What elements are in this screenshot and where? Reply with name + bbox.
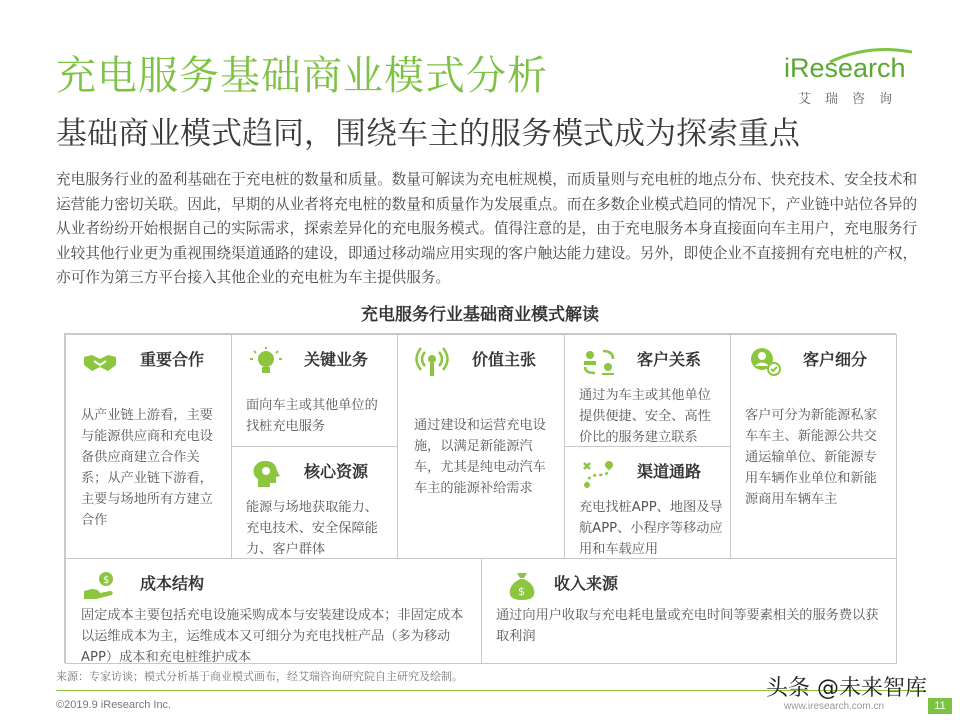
logo-brand: iResearch bbox=[784, 53, 906, 83]
relations-body: 通过为车主或其他单位提供便捷、安全、高性价比的服务建立联系 bbox=[579, 388, 711, 445]
copyright: ©2019.9 iResearch Inc. bbox=[56, 699, 172, 711]
page-title: 充电服务基础商业模式分析 bbox=[56, 53, 548, 99]
logo-swoosh-icon bbox=[828, 48, 914, 70]
user-check-icon bbox=[747, 347, 783, 377]
activities-title: 关键业务 bbox=[304, 350, 369, 369]
resources-body: 能源与场地获取能力、充电技术、安全保障能力、客户群体 bbox=[246, 500, 378, 557]
cell-channels bbox=[564, 446, 731, 559]
business-model-canvas bbox=[64, 333, 896, 663]
cell-activities bbox=[231, 334, 398, 447]
intro-paragraph: 充电服务行业的盈利基础在于充电桩的数量和质量。数量可解读为充电桩规模，而质量则与充电桩的地点分布、快充技术、安全技术和运营能力密切关联。因此，早期的从业者将充电桩的数量和质量作为发展重点。而在多数企业模式趋同的情况下，产业链中站位各异的从业者纷纷开始根据自己的实际需求，探索差异化的充电服务模式。值得注意的是，由于充电服务本身直接面向车主用户，充电服务行业较其他行业更为重视围绕渠道通路的建设，即通过移动端应用实现的客户触达能力建设。另外，即使企业不直接拥有充电桩的产权，亦可作为第三方平台接入其他企业的充电桩为车主提供服务。 bbox=[56, 171, 918, 287]
partners-title: 重要合作 bbox=[140, 350, 205, 369]
cost-title: 成本结构 bbox=[140, 574, 205, 593]
cell-relations bbox=[564, 334, 731, 447]
channels-body: 充电找桩APP、地图及导航APP、小程序等移动应用和车载应用 bbox=[579, 500, 723, 557]
svg-text:$: $ bbox=[103, 575, 110, 586]
revenue-title: 收入来源 bbox=[554, 574, 619, 593]
value-title: 价值主张 bbox=[472, 350, 537, 369]
logo-chinese: 艾瑞咨询 bbox=[798, 92, 907, 107]
handshake-icon bbox=[82, 347, 118, 377]
money-bag-icon bbox=[504, 571, 540, 601]
svg-text:$: $ bbox=[518, 585, 525, 598]
cell-resources bbox=[231, 446, 398, 559]
cell-cost bbox=[65, 558, 482, 664]
head-gear-icon bbox=[248, 459, 284, 489]
cost-body: 固定成本主要包括充电设施采购成本与安装建设成本；非固定成本以运维成本为主，运维成本又可细分为充电找桩产品（多为移动APP）成本和充电桩维护成本 bbox=[81, 608, 464, 665]
route-icon bbox=[581, 459, 617, 489]
partners-body: 从产业链上游看，主要与能源供应商和充电设备供应商建立合作关系；从产业链下游看，主要与场地所有方建立合作 bbox=[81, 408, 213, 528]
revenue-body: 通过向用户收取与充电耗电量或充电时间等要素相关的服务费以获取利润 bbox=[496, 608, 879, 644]
segments-body: 客户可分为新能源私家车车主、新能源公共交通运输单位、新能源专用车辆作业单位和新能源商用车辆车主 bbox=[745, 408, 877, 507]
lightbulb-icon bbox=[248, 347, 284, 377]
relations-title: 客户关系 bbox=[637, 350, 702, 369]
cell-revenue bbox=[481, 558, 897, 664]
cell-segments bbox=[730, 334, 897, 559]
people-cycle-icon bbox=[581, 347, 617, 377]
cell-partners bbox=[65, 334, 232, 559]
activities-body: 面向车主或其他单位的找桩充电服务 bbox=[246, 398, 378, 434]
watermark: 头条 @未来智库 bbox=[766, 676, 927, 701]
resources-title: 核心资源 bbox=[304, 462, 369, 481]
page-subtitle: 基础商业模式趋同，围绕车主的服务模式成为探索重点 bbox=[56, 116, 800, 152]
cell-value bbox=[397, 334, 565, 559]
segments-title: 客户细分 bbox=[803, 350, 868, 369]
site-url: www.iresearch.com.cn bbox=[784, 701, 885, 712]
iresearch-logo bbox=[784, 48, 914, 110]
value-body: 通过建设和运营充电设施，以满足新能源汽车，尤其是纯电动汽车车主的能源补给需求 bbox=[414, 418, 546, 496]
broadcast-icon bbox=[414, 347, 450, 377]
page-number: 11 bbox=[928, 698, 952, 714]
canvas-title: 充电服务行业基础商业模式解读 bbox=[361, 305, 599, 325]
source-note: 来源：专家访谈；模式分析基于商业模式画布，经艾瑞咨询研究院自主研究及绘制。 bbox=[56, 670, 463, 683]
channels-title: 渠道通路 bbox=[637, 462, 702, 481]
hand-dollar-icon bbox=[82, 571, 118, 601]
